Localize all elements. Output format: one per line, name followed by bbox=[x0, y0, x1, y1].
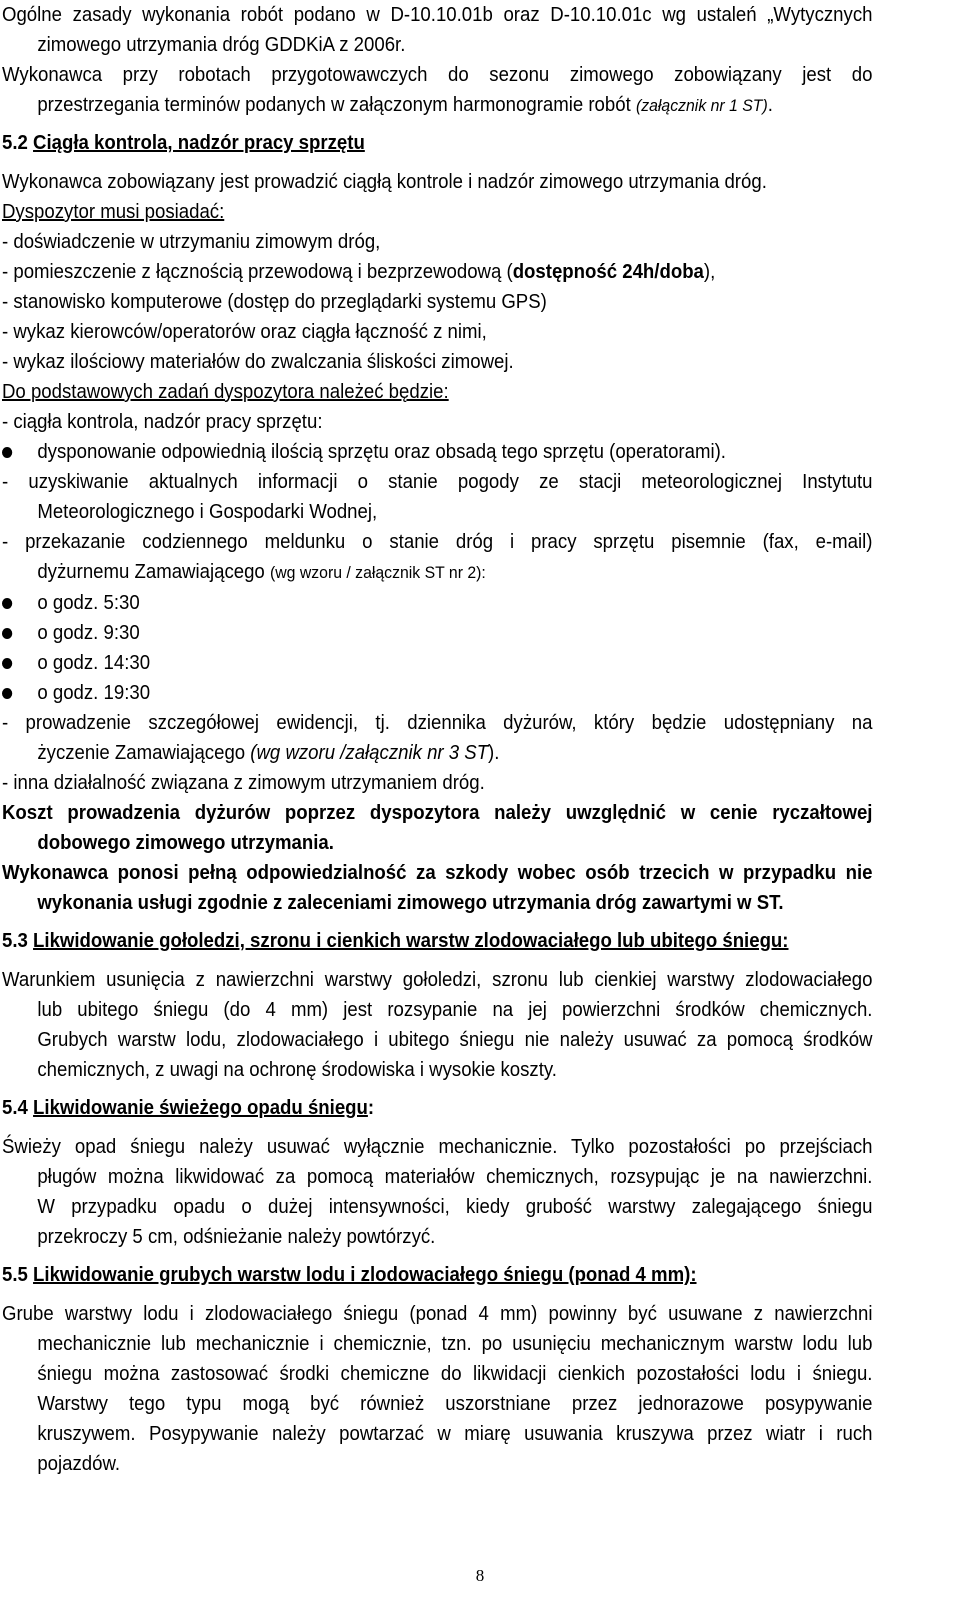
section-5-5-number: 5.5 bbox=[2, 1264, 28, 1286]
task-log-line-2 bbox=[2, 738, 872, 768]
bullet-dot bbox=[2, 598, 12, 609]
section-5-3-line: lub ubitego śniegu (do 4 mm) jest rozsypanie na jej powierzchni środków chemicznych. bbox=[37, 999, 873, 1021]
section-5-3-heading bbox=[2, 926, 872, 956]
dispatcher-item-computer: - stanowisko komputerowe (dostęp do przeglądarki systemu GPS) bbox=[2, 291, 547, 313]
section-5-3-line: Warunkiem usunięcia z nawierzchni warstwy gołoledzi, szronu lub cienkiej warstwy zlodowaciałego bbox=[2, 969, 873, 991]
section-5-5-title: Likwidowanie grubych warstw lodu i zlodowaciałego śniegu (ponad 4 mm): bbox=[33, 1264, 697, 1286]
intro-line-4 bbox=[2, 90, 872, 121]
bullet-item bbox=[2, 437, 872, 467]
cost-note-line-2: dobowego zimowego utrzymania. bbox=[37, 832, 334, 854]
dispatcher-tasks-heading: Do podstawowych zadań dyspozytora należeć będzie: bbox=[2, 381, 449, 403]
section-5-5-line: śniegu można zastosować środki chemiczne do likwidacji cienkich pozostałości lodu i śniegu. bbox=[37, 1363, 873, 1385]
section-5-5-heading bbox=[2, 1260, 872, 1290]
task-control-detail: dysponowanie odpowiednią ilością sprzętu oraz obsadą tego sprzętu (operatorami). bbox=[37, 441, 726, 463]
task-report-template-note: (wg wzoru / załącznik ST nr 2): bbox=[269, 563, 486, 582]
dispatcher-room-text: - pomieszczenie z łącznością przewodową i bezprzewodową ( bbox=[2, 261, 513, 283]
bullet-dot bbox=[2, 447, 12, 458]
task-report-line-2 bbox=[2, 557, 872, 588]
dispatcher-room-end: ), bbox=[703, 261, 716, 283]
intro-line-1: Ogólne zasady wykonania robót podano w D-10.10.01b oraz D-10.10.01c wg ustaleń „Wytycznych bbox=[2, 4, 873, 26]
intro-line-4-end: . bbox=[767, 94, 773, 116]
dispatcher-item-room bbox=[2, 257, 872, 287]
dispatcher-requirements-heading: Dyspozytor musi posiadać: bbox=[2, 201, 225, 223]
task-weather-line-1: - uzyskiwanie aktualnych informacji o stanie pogody ze stacji meteorologicznej Instytutu bbox=[2, 471, 873, 493]
section-5-3-line: Grubych warstw lodu, zlodowaciałego i ubitego śniegu nie należy usuwać za pomocą środków bbox=[37, 1029, 873, 1051]
bullet-dot bbox=[2, 658, 12, 669]
section-5-4-line: W przypadku opadu o dużej intensywności, kiedy grubość warstwy zalegającego śniegu bbox=[37, 1196, 873, 1218]
section-5-4-line: pługów można likwidować za pomocą materiałów chemicznych, rozsypując je na nawierzchni. bbox=[37, 1166, 873, 1188]
cost-note-line-1: Koszt prowadzenia dyżurów poprzez dyspozytora należy uwzględnić w cenie ryczałtowej bbox=[2, 802, 873, 824]
section-5-5-line: kruszywem. Posypywanie należy powtarzać w miarę usuwania kruszywa przez wiatr i ruch bbox=[37, 1423, 873, 1445]
dispatcher-item-materials: - wykaz ilościowy materiałów do zwalczania śliskości zimowej. bbox=[2, 351, 514, 373]
section-5-5-line: Warstwy tego typu mogą być również uszorstniane przez jednorazowe posypywanie bbox=[37, 1393, 873, 1415]
intro-line-4-text: przestrzegania terminów podanych w załączonym harmonogramie robót bbox=[37, 94, 636, 116]
section-5-4-line: Świeży opad śniegu należy usuwać wyłącznie mechanicznie. Tylko pozostałości po przejściach bbox=[2, 1136, 873, 1158]
task-report-line-1: - przekazanie codziennego meldunku o stanie dróg i pracy sprzętu pisemnie (fax, e-mail) bbox=[2, 531, 873, 553]
bullet-dot bbox=[2, 688, 12, 699]
dispatcher-item-experience: - doświadczenie w utrzymaniu zimowym dróg, bbox=[2, 231, 381, 253]
task-other: - inna działalność związana z zimowym utrzymaniem dróg. bbox=[2, 772, 485, 794]
report-hour: o godz. 5:30 bbox=[37, 592, 140, 614]
section-5-2-title: Ciągła kontrola, nadzór pracy sprzętu bbox=[33, 132, 365, 154]
section-5-5-line: mechanicznie lub mechanicznie i chemicznie, tzn. po usunięciu mechanicznym warstw lodu lub bbox=[37, 1333, 873, 1355]
report-hour: o godz. 19:30 bbox=[37, 682, 151, 704]
section-5-4-heading bbox=[2, 1093, 872, 1123]
section-5-4-number: 5.4 bbox=[2, 1097, 28, 1119]
page-number: 8 bbox=[475, 1566, 485, 1585]
section-5-2-heading bbox=[2, 128, 872, 158]
task-log-end: ). bbox=[488, 742, 500, 764]
dispatcher-availability: dostępność 24h/doba bbox=[512, 261, 704, 283]
intro-attachment-note: (załącznik nr 1 ST) bbox=[635, 96, 768, 115]
task-control: - ciągła kontrola, nadzór pracy sprzętu: bbox=[2, 411, 323, 433]
intro-line-3: Wykonawca przy robotach przygotowawczych do sezonu zimowego zobowiązany jest do bbox=[2, 64, 873, 86]
task-log-line-1: - prowadzenie szczegółowej ewidencji, tj. dziennika dyżurów, który będzie udostępniany na bbox=[2, 712, 873, 734]
task-report-recipient: dyżurnemu Zamawiającego bbox=[37, 561, 270, 583]
report-hour-item bbox=[2, 678, 872, 708]
report-hour: o godz. 14:30 bbox=[37, 652, 151, 674]
section-5-4-colon: : bbox=[367, 1097, 375, 1119]
task-weather-line-2: Meteorologicznego i Gospodarki Wodnej, bbox=[37, 501, 378, 523]
section-5-3-line: chemicznych, z uwagi na ochronę środowiska i wysokie koszty. bbox=[37, 1059, 557, 1081]
report-hour-item bbox=[2, 618, 872, 648]
intro-line-2: zimowego utrzymania dróg GDDKiA z 2006r. bbox=[37, 34, 406, 56]
section-5-2-number: 5.2 bbox=[2, 132, 28, 154]
section-5-5-line: pojazdów. bbox=[37, 1453, 121, 1475]
section-5-3-number: 5.3 bbox=[2, 930, 28, 952]
liability-note-line-1: Wykonawca ponosi pełną odpowiedzialność za szkody wobec osób trzecich w przypadku nie bbox=[2, 862, 873, 884]
section-5-5-line: Grube warstwy lodu i zlodowaciałego śniegu (ponad 4 mm) powinny być usuwane z nawierzchni bbox=[2, 1303, 873, 1325]
report-hour-item bbox=[2, 648, 872, 678]
section-5-4-line: przekroczy 5 cm, odśnieżanie należy powtórzyć. bbox=[37, 1226, 436, 1248]
dispatcher-item-drivers: - wykaz kierowców/operatorów oraz ciągła łączność z nimi, bbox=[2, 321, 487, 343]
task-log-recipient: życzenie Zamawiającego bbox=[37, 742, 251, 764]
section-5-2-paragraph: Wykonawca zobowiązany jest prowadzić ciągłą kontrole i nadzór zimowego utrzymania dróg. bbox=[2, 171, 767, 193]
report-hour: o godz. 9:30 bbox=[37, 622, 140, 644]
task-log-template-note: (wg wzoru /załącznik nr 3 ST bbox=[250, 742, 489, 764]
report-hour-item bbox=[2, 588, 872, 618]
bullet-dot bbox=[2, 628, 12, 639]
section-5-3-title: Likwidowanie gołoledzi, szronu i cienkich warstw zlodowaciałego lub ubitego śniegu: bbox=[33, 930, 789, 952]
liability-note-line-2: wykonania usługi zgodnie z zaleceniami zimowego utrzymania dróg zawartymi w ST. bbox=[37, 892, 784, 914]
document-page bbox=[2, 0, 872, 1479]
section-5-4-title: Likwidowanie świeżego opadu śniegu bbox=[33, 1097, 368, 1119]
